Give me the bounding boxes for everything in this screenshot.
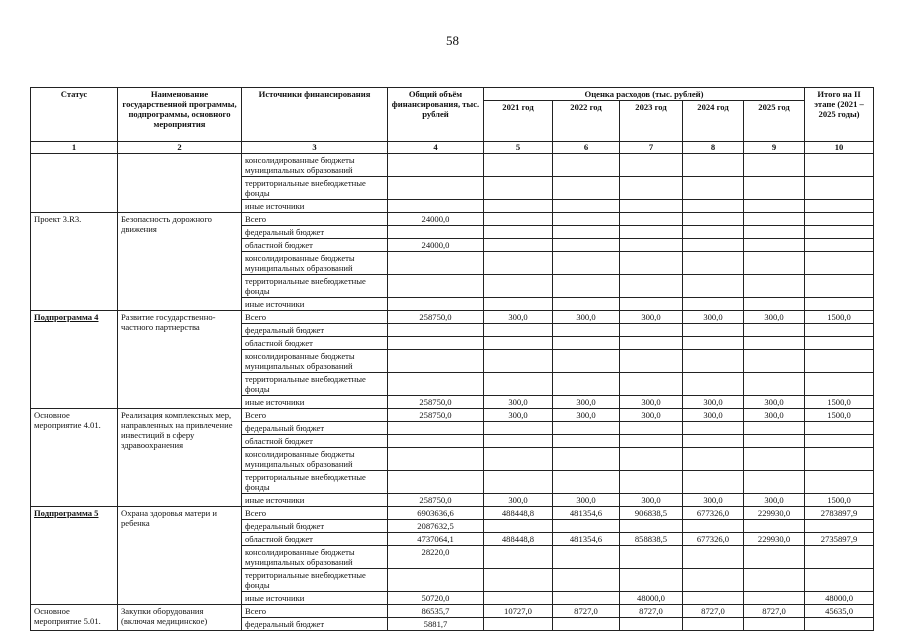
header-2021: 2021 год bbox=[484, 101, 553, 142]
value-cell bbox=[805, 239, 874, 252]
status-cell: Проект 3.R3. bbox=[31, 213, 118, 311]
value-cell bbox=[620, 239, 683, 252]
value-cell bbox=[553, 239, 620, 252]
value-cell bbox=[805, 448, 874, 471]
value-cell bbox=[744, 226, 805, 239]
value-cell: 677326,0 bbox=[683, 507, 744, 520]
page-number: 58 bbox=[446, 33, 459, 48]
value-cell bbox=[484, 324, 553, 337]
value-cell bbox=[388, 373, 484, 396]
value-cell bbox=[620, 226, 683, 239]
value-cell bbox=[683, 154, 744, 177]
value-cell bbox=[484, 154, 553, 177]
table-row bbox=[31, 154, 874, 177]
value-cell bbox=[683, 373, 744, 396]
value-cell bbox=[805, 435, 874, 448]
value-cell bbox=[620, 435, 683, 448]
column-number: 3 bbox=[242, 142, 388, 154]
source-cell: территориальные внебюджетные фонды bbox=[242, 373, 388, 396]
value-cell: 906838,5 bbox=[620, 507, 683, 520]
value-cell bbox=[553, 350, 620, 373]
value-cell: 300,0 bbox=[744, 494, 805, 507]
source-cell: консолидированные бюджеты муниципальных образований bbox=[242, 350, 388, 373]
value-cell bbox=[388, 200, 484, 213]
column-number: 8 bbox=[683, 142, 744, 154]
value-cell bbox=[553, 154, 620, 177]
header-estimate: Оценка расходов (тыс. рублей) bbox=[484, 88, 805, 101]
value-cell bbox=[484, 177, 553, 200]
value-cell bbox=[744, 239, 805, 252]
value-cell bbox=[553, 275, 620, 298]
value-cell bbox=[744, 618, 805, 631]
value-cell bbox=[388, 471, 484, 494]
value-cell bbox=[744, 350, 805, 373]
value-cell: 300,0 bbox=[744, 396, 805, 409]
value-cell bbox=[484, 275, 553, 298]
value-cell: 300,0 bbox=[620, 494, 683, 507]
value-cell bbox=[484, 435, 553, 448]
value-cell bbox=[553, 569, 620, 592]
value-cell bbox=[553, 422, 620, 435]
value-cell bbox=[553, 520, 620, 533]
value-cell bbox=[553, 373, 620, 396]
value-cell bbox=[683, 471, 744, 494]
value-cell bbox=[484, 239, 553, 252]
value-cell bbox=[388, 154, 484, 177]
value-cell bbox=[620, 200, 683, 213]
value-cell bbox=[388, 226, 484, 239]
value-cell bbox=[744, 448, 805, 471]
source-cell: территориальные внебюджетные фонды bbox=[242, 275, 388, 298]
value-cell: 488448,8 bbox=[484, 507, 553, 520]
value-cell: 229930,0 bbox=[744, 533, 805, 546]
column-number: 10 bbox=[805, 142, 874, 154]
value-cell bbox=[553, 546, 620, 569]
value-cell: 24000,0 bbox=[388, 239, 484, 252]
value-cell: 481354,6 bbox=[553, 507, 620, 520]
source-cell: Всего bbox=[242, 311, 388, 324]
value-cell bbox=[805, 200, 874, 213]
value-cell: 300,0 bbox=[620, 409, 683, 422]
source-cell: территориальные внебюджетные фонды bbox=[242, 177, 388, 200]
value-cell bbox=[683, 448, 744, 471]
value-cell bbox=[388, 337, 484, 350]
value-cell bbox=[805, 373, 874, 396]
value-cell bbox=[553, 337, 620, 350]
header-source: Источники финансирования bbox=[242, 88, 388, 142]
value-cell bbox=[553, 435, 620, 448]
value-cell: 28220,0 bbox=[388, 546, 484, 569]
header-total: Общий объём финансирования, тыс. рублей bbox=[388, 88, 484, 142]
value-cell: 8727,0 bbox=[744, 605, 805, 618]
value-cell bbox=[683, 520, 744, 533]
value-cell: 50720,0 bbox=[388, 592, 484, 605]
value-cell: 6903636,6 bbox=[388, 507, 484, 520]
source-cell: территориальные внебюджетные фонды bbox=[242, 569, 388, 592]
value-cell bbox=[683, 569, 744, 592]
status-cell: Подпрограмма 5 bbox=[31, 507, 118, 605]
value-cell: 48000,0 bbox=[805, 592, 874, 605]
table-row bbox=[31, 507, 874, 520]
value-cell bbox=[744, 422, 805, 435]
status-cell: Основное мероприятие 5.01. bbox=[31, 605, 118, 631]
status-cell: Основное мероприятие 4.01. bbox=[31, 409, 118, 507]
column-number: 6 bbox=[553, 142, 620, 154]
value-cell bbox=[805, 569, 874, 592]
value-cell bbox=[620, 373, 683, 396]
source-cell: Всего bbox=[242, 605, 388, 618]
value-cell bbox=[620, 350, 683, 373]
column-number: 5 bbox=[484, 142, 553, 154]
value-cell bbox=[484, 252, 553, 275]
header-name: Наименование государственной программы, подпрограммы, основного мероприятия bbox=[118, 88, 242, 142]
value-cell bbox=[553, 226, 620, 239]
value-cell: 300,0 bbox=[620, 396, 683, 409]
value-cell bbox=[388, 448, 484, 471]
source-cell: Всего bbox=[242, 507, 388, 520]
source-cell: иные источники bbox=[242, 200, 388, 213]
value-cell bbox=[683, 592, 744, 605]
value-cell bbox=[683, 226, 744, 239]
value-cell bbox=[553, 200, 620, 213]
column-number: 2 bbox=[118, 142, 242, 154]
value-cell bbox=[553, 471, 620, 494]
source-cell: областной бюджет bbox=[242, 337, 388, 350]
header-status: Статус bbox=[31, 88, 118, 142]
value-cell bbox=[805, 252, 874, 275]
value-cell bbox=[620, 520, 683, 533]
value-cell bbox=[683, 435, 744, 448]
source-cell: областной бюджет bbox=[242, 435, 388, 448]
value-cell bbox=[683, 213, 744, 226]
value-cell bbox=[744, 546, 805, 569]
value-cell: 8727,0 bbox=[683, 605, 744, 618]
name-cell: Развитие государственно-частного партнерства bbox=[118, 311, 242, 409]
value-cell bbox=[744, 154, 805, 177]
value-cell: 300,0 bbox=[553, 494, 620, 507]
column-number: 1 bbox=[31, 142, 118, 154]
source-cell: федеральный бюджет bbox=[242, 618, 388, 631]
value-cell: 86535,7 bbox=[388, 605, 484, 618]
value-cell bbox=[805, 422, 874, 435]
value-cell bbox=[484, 471, 553, 494]
value-cell bbox=[683, 337, 744, 350]
value-cell bbox=[744, 373, 805, 396]
value-cell bbox=[620, 422, 683, 435]
value-cell bbox=[744, 520, 805, 533]
value-cell: 258750,0 bbox=[388, 409, 484, 422]
value-cell bbox=[805, 337, 874, 350]
value-cell bbox=[553, 448, 620, 471]
value-cell: 24000,0 bbox=[388, 213, 484, 226]
value-cell bbox=[388, 324, 484, 337]
value-cell: 300,0 bbox=[683, 311, 744, 324]
value-cell: 258750,0 bbox=[388, 311, 484, 324]
status-cell: Подпрограмма 4 bbox=[31, 311, 118, 409]
value-cell bbox=[805, 275, 874, 298]
table-row bbox=[31, 409, 874, 422]
name-cell: Закупки оборудования (включая медицинское) bbox=[118, 605, 242, 631]
value-cell bbox=[484, 520, 553, 533]
value-cell bbox=[620, 569, 683, 592]
table-row bbox=[31, 311, 874, 324]
column-number: 4 bbox=[388, 142, 484, 154]
value-cell: 1500,0 bbox=[805, 409, 874, 422]
value-cell: 8727,0 bbox=[620, 605, 683, 618]
value-cell bbox=[744, 200, 805, 213]
column-number: 7 bbox=[620, 142, 683, 154]
value-cell bbox=[683, 239, 744, 252]
value-cell bbox=[683, 350, 744, 373]
value-cell bbox=[744, 337, 805, 350]
header-2023: 2023 год bbox=[620, 101, 683, 142]
header-row bbox=[31, 88, 874, 101]
source-cell: федеральный бюджет bbox=[242, 324, 388, 337]
source-cell: Всего bbox=[242, 409, 388, 422]
name-cell: Реализация комплексных мер, направленных на привлечение инвестиций в сферу здравоохранения bbox=[118, 409, 242, 507]
column-number-row bbox=[31, 142, 874, 154]
value-cell: 2087632,5 bbox=[388, 520, 484, 533]
source-cell: федеральный бюджет bbox=[242, 520, 388, 533]
value-cell: 4737064,1 bbox=[388, 533, 484, 546]
value-cell bbox=[744, 569, 805, 592]
value-cell bbox=[683, 422, 744, 435]
value-cell bbox=[553, 592, 620, 605]
value-cell bbox=[620, 471, 683, 494]
value-cell: 677326,0 bbox=[683, 533, 744, 546]
source-cell: территориальные внебюджетные фонды bbox=[242, 471, 388, 494]
value-cell: 300,0 bbox=[484, 396, 553, 409]
value-cell bbox=[683, 546, 744, 569]
value-cell: 2783897,9 bbox=[805, 507, 874, 520]
value-cell bbox=[805, 298, 874, 311]
value-cell: 300,0 bbox=[484, 311, 553, 324]
name-cell: Охрана здоровья матери и ребенка bbox=[118, 507, 242, 605]
value-cell bbox=[620, 275, 683, 298]
value-cell bbox=[683, 275, 744, 298]
value-cell bbox=[484, 448, 553, 471]
value-cell bbox=[805, 546, 874, 569]
value-cell: 2735897,9 bbox=[805, 533, 874, 546]
value-cell bbox=[388, 422, 484, 435]
value-cell bbox=[553, 298, 620, 311]
value-cell: 5881,7 bbox=[388, 618, 484, 631]
value-cell: 1500,0 bbox=[805, 396, 874, 409]
source-cell: иные источники bbox=[242, 592, 388, 605]
value-cell bbox=[484, 226, 553, 239]
value-cell bbox=[620, 337, 683, 350]
source-cell: областной бюджет bbox=[242, 533, 388, 546]
value-cell bbox=[744, 435, 805, 448]
value-cell: 258750,0 bbox=[388, 494, 484, 507]
header-stage-total: Итого на II этапе (2021 – 2025 годы) bbox=[805, 88, 874, 142]
value-cell bbox=[744, 324, 805, 337]
header-2025: 2025 год bbox=[744, 101, 805, 142]
value-cell bbox=[484, 592, 553, 605]
value-cell bbox=[620, 324, 683, 337]
value-cell: 300,0 bbox=[744, 409, 805, 422]
value-cell: 300,0 bbox=[484, 494, 553, 507]
source-cell: федеральный бюджет bbox=[242, 422, 388, 435]
value-cell: 1500,0 bbox=[805, 311, 874, 324]
value-cell: 300,0 bbox=[484, 409, 553, 422]
name-cell: Безопасность дорожного движения bbox=[118, 213, 242, 311]
header-2024: 2024 год bbox=[683, 101, 744, 142]
value-cell bbox=[484, 213, 553, 226]
value-cell bbox=[553, 618, 620, 631]
value-cell: 258750,0 bbox=[388, 396, 484, 409]
value-cell: 300,0 bbox=[553, 396, 620, 409]
value-cell bbox=[388, 252, 484, 275]
value-cell bbox=[484, 200, 553, 213]
value-cell bbox=[744, 177, 805, 200]
source-cell: федеральный бюджет bbox=[242, 226, 388, 239]
value-cell bbox=[484, 569, 553, 592]
source-cell: иные источники bbox=[242, 298, 388, 311]
value-cell bbox=[620, 618, 683, 631]
value-cell bbox=[484, 618, 553, 631]
value-cell bbox=[805, 350, 874, 373]
value-cell bbox=[388, 569, 484, 592]
value-cell bbox=[620, 213, 683, 226]
value-cell bbox=[553, 177, 620, 200]
value-cell bbox=[620, 154, 683, 177]
value-cell: 300,0 bbox=[553, 409, 620, 422]
value-cell: 300,0 bbox=[553, 311, 620, 324]
value-cell bbox=[620, 177, 683, 200]
value-cell: 8727,0 bbox=[553, 605, 620, 618]
value-cell bbox=[484, 373, 553, 396]
value-cell bbox=[805, 177, 874, 200]
value-cell bbox=[683, 298, 744, 311]
name-cell bbox=[118, 154, 242, 213]
value-cell: 229930,0 bbox=[744, 507, 805, 520]
source-cell: иные источники bbox=[242, 396, 388, 409]
value-cell bbox=[388, 177, 484, 200]
value-cell bbox=[744, 298, 805, 311]
value-cell: 300,0 bbox=[744, 311, 805, 324]
value-cell bbox=[805, 471, 874, 494]
value-cell bbox=[484, 337, 553, 350]
value-cell: 300,0 bbox=[620, 311, 683, 324]
financing-table bbox=[30, 87, 874, 631]
value-cell: 45635,0 bbox=[805, 605, 874, 618]
value-cell bbox=[683, 177, 744, 200]
header-2022: 2022 год bbox=[553, 101, 620, 142]
source-cell: консолидированные бюджеты муниципальных образований bbox=[242, 448, 388, 471]
value-cell: 858838,5 bbox=[620, 533, 683, 546]
value-cell bbox=[553, 252, 620, 275]
value-cell bbox=[683, 252, 744, 275]
value-cell bbox=[744, 471, 805, 494]
value-cell bbox=[744, 252, 805, 275]
value-cell bbox=[388, 275, 484, 298]
value-cell: 300,0 bbox=[683, 409, 744, 422]
source-cell: областной бюджет bbox=[242, 239, 388, 252]
value-cell: 10727,0 bbox=[484, 605, 553, 618]
table-row bbox=[31, 605, 874, 618]
source-cell: консолидированные бюджеты муниципальных образований bbox=[242, 252, 388, 275]
value-cell bbox=[805, 520, 874, 533]
value-cell bbox=[620, 448, 683, 471]
value-cell: 300,0 bbox=[683, 494, 744, 507]
source-cell: консолидированные бюджеты муниципальных образований bbox=[242, 546, 388, 569]
value-cell bbox=[683, 200, 744, 213]
table-row bbox=[31, 213, 874, 226]
source-cell: консолидированные бюджеты муниципальных образований bbox=[242, 154, 388, 177]
value-cell: 488448,8 bbox=[484, 533, 553, 546]
value-cell: 300,0 bbox=[683, 396, 744, 409]
value-cell bbox=[683, 618, 744, 631]
value-cell bbox=[553, 324, 620, 337]
value-cell bbox=[388, 298, 484, 311]
value-cell bbox=[805, 154, 874, 177]
column-number: 9 bbox=[744, 142, 805, 154]
value-cell bbox=[484, 546, 553, 569]
value-cell bbox=[805, 618, 874, 631]
value-cell bbox=[388, 350, 484, 373]
value-cell bbox=[744, 275, 805, 298]
value-cell: 481354,6 bbox=[553, 533, 620, 546]
value-cell bbox=[620, 546, 683, 569]
value-cell bbox=[484, 298, 553, 311]
value-cell bbox=[744, 592, 805, 605]
source-cell: Всего bbox=[242, 213, 388, 226]
value-cell bbox=[805, 226, 874, 239]
value-cell bbox=[620, 298, 683, 311]
value-cell bbox=[683, 324, 744, 337]
value-cell: 1500,0 bbox=[805, 494, 874, 507]
value-cell bbox=[553, 213, 620, 226]
value-cell bbox=[484, 422, 553, 435]
value-cell bbox=[388, 435, 484, 448]
source-cell: иные источники bbox=[242, 494, 388, 507]
value-cell bbox=[744, 213, 805, 226]
value-cell bbox=[620, 252, 683, 275]
value-cell bbox=[484, 350, 553, 373]
value-cell bbox=[805, 324, 874, 337]
value-cell bbox=[805, 213, 874, 226]
status-cell bbox=[31, 154, 118, 213]
value-cell: 48000,0 bbox=[620, 592, 683, 605]
